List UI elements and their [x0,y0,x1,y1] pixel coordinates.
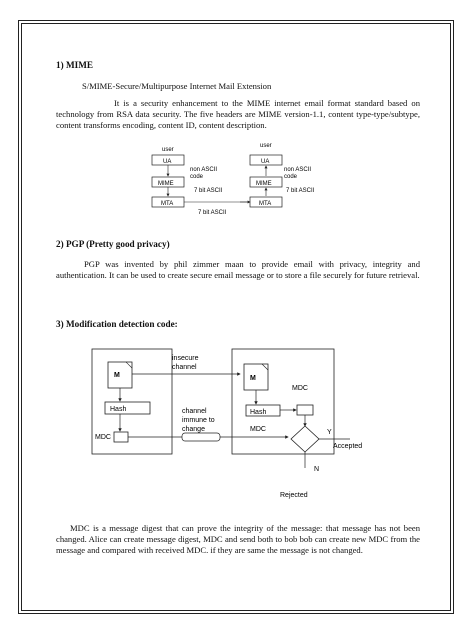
left-ua-label: UA [163,159,172,165]
left-m-label: M [114,372,120,379]
right-new-mdc-box [297,405,313,415]
left-user-label: user [162,147,174,153]
left-code: code [190,174,204,180]
right-m-doc [244,364,268,390]
mdc-paragraph: MDC is a message digest that can prove the integrity of the message: that message has not been changed. Alice can create message digest, MDC and send both to bob bob can create new MDC from the message and compared with received MDC. if they are same the message is not changed. [56,523,420,556]
right-mdc-label: MDC [250,426,266,433]
n-label: N [314,466,320,473]
channel-label: channel [172,364,197,371]
left-mta-label: MTA [161,201,174,207]
mime-subtitle: S/MIME-Secure/Multipurpose Internet Mail Extension [82,81,272,91]
right-hash-label: Hash [250,409,267,416]
left-hash-label: Hash [110,406,127,413]
right-code: code [284,174,298,180]
mime-diagram [140,140,430,220]
channel-pipe [182,433,220,441]
mdc-diagram [80,340,380,510]
immune-label: immune to [182,417,215,424]
right-7bit: 7 bit ASCII [286,188,315,194]
right-mta-label: MTA [259,201,272,207]
right-m-label: M [250,375,256,382]
right-mdc-top-label: MDC [292,385,308,392]
left-7bit: 7 bit ASCII [194,188,223,194]
pgp-paragraph: PGP was invented by phil zimmer maan to provide email with privacy, integrity and authentication. It can be used to create secure email message or to store a file securely for future retrieval. [56,259,420,281]
heading-mime: 1) MIME [56,60,93,70]
heading-mdc: 3) Modification detection code: [56,319,178,329]
channel2-label: channel [182,408,207,415]
right-user-label: user [260,143,272,149]
left-mdc-label: MDC [95,434,111,441]
compare-diamond [291,426,319,452]
bottom-7bit: 7 bit ASCII [198,210,227,216]
rejected-label: Rejected [280,492,308,499]
left-mime-label: MIME [158,181,174,187]
right-non-ascii: non ASCII [284,167,312,173]
mime-paragraph: It is a security enhancement to the MIME internet email format standard based on technology from RSA data security. The five headers are MIME version-1.1, content type-type/subtype, content transforms encoding, content ID, content description. [56,98,420,131]
heading-pgp: 2) PGP (Pretty good privacy) [56,239,170,249]
left-m-doc [108,362,132,388]
y-label: Y [327,429,332,436]
right-mime-label: MIME [256,181,272,187]
left-non-ascii: non ASCII [190,167,218,173]
insecure-label: insecure [172,355,199,362]
change-label: change [182,426,205,433]
right-ua-label: UA [261,159,270,165]
accepted-label: Accepted [333,443,363,450]
left-mdc-box [114,432,128,442]
